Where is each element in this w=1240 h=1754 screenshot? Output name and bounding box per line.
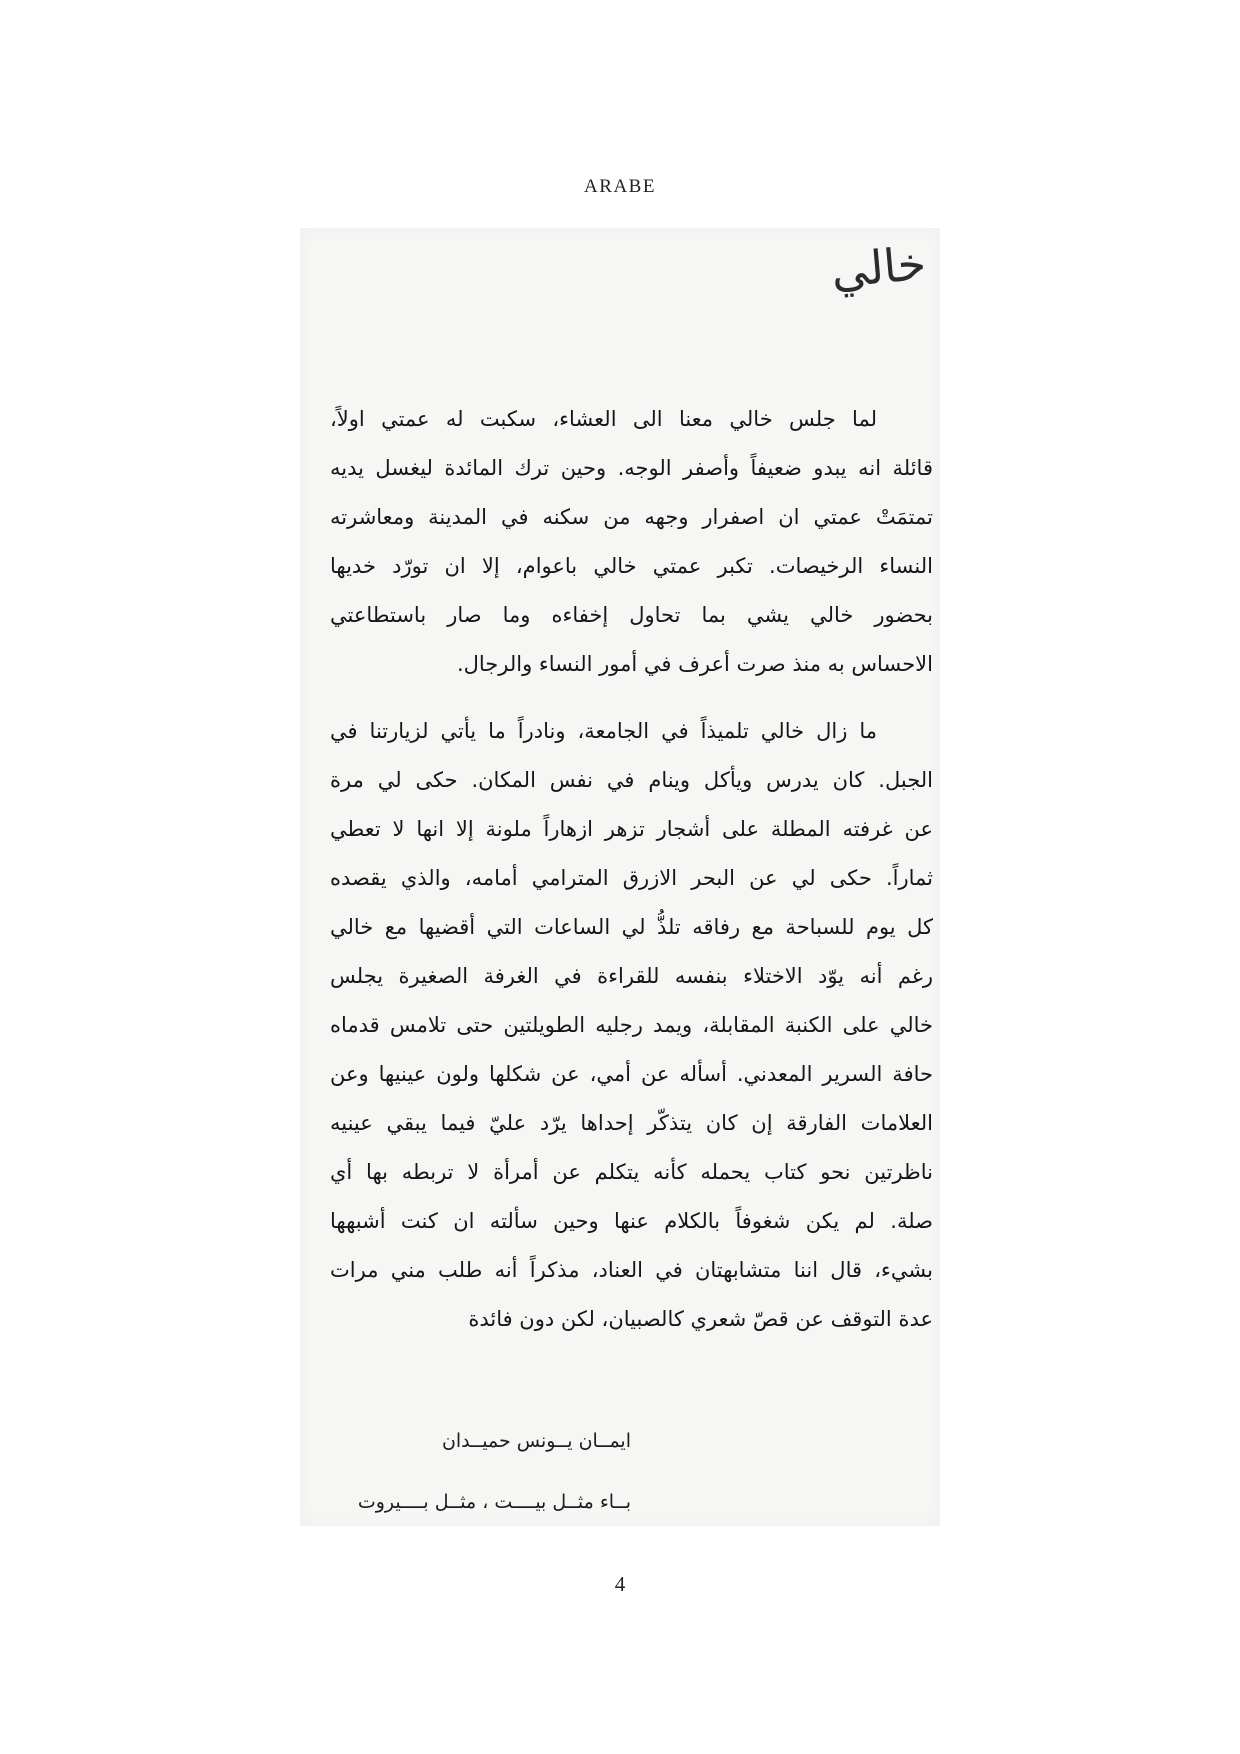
text-line: تمتمَتْ عمتي ان اصفرار وجهه من سكنه في المدينة ومعاشرته xyxy=(330,505,933,529)
text-line: لما جلس خالي معنا الى العشاء، سكبت له عمتي اولاً، xyxy=(330,407,877,431)
text-line: بشيء، قال اننا متشابهتان في العناد، مذكراً أنه طلب مني مرات xyxy=(330,1258,933,1282)
scanned-page-image xyxy=(300,228,940,1526)
story-text xyxy=(330,395,933,1344)
text-line: قائلة انه يبدو ضعيفاً وأصفر الوجه. وحين ترك المائدة ليغسل يديه xyxy=(330,456,933,480)
text-line: صلة. لم يكن شغوفاً بالكلام عنها وحين سألته ان كنت أشبهها xyxy=(330,1209,933,1233)
author-name: ايمــان يــونس حميــدان xyxy=(441,1430,631,1452)
text-line: ثماراً. حكى لي عن البحر الازرق المترامي أمامه، والذي يقصده xyxy=(330,866,933,890)
page-number: 4 xyxy=(614,1572,626,1596)
text-line: ما زال خالي تلميذاً في الجامعة، ونادراً ما يأتي لزيارتنا في xyxy=(330,719,877,743)
text-line: حافة السرير المعدني. أسأله عن أمي، عن شكلها ولون عينيها وعن xyxy=(330,1062,933,1086)
text-line: العلامات الفارقة إن كان يتذكّر إحداها يرّد عليّ فيما يبقي عينيه xyxy=(330,1111,933,1135)
handwritten-title: خالي xyxy=(829,236,929,299)
paragraph xyxy=(330,707,933,1344)
text-line: عدة التوقف عن قصّ شعري كالصبيان، لكن دون فائدة xyxy=(468,1307,933,1331)
text-line: رغم أنه يوّد الاختلاء بنفسه للقراءة في الغرفة الصغيرة يجلس xyxy=(330,964,933,988)
text-line: الاحساس به منذ صرت أعرف في أمور النساء والرجال. xyxy=(456,652,933,676)
text-line: النساء الرخيصات. تكبر عمتي خالي باعوام، إلا ان تورّد خديها xyxy=(330,554,933,578)
text-line: عن غرفته المطلة على أشجار تزهر ازهاراً ملونة إلا انها لا تعطي xyxy=(330,817,933,841)
text-line: بحضور خالي يشي بما تحاول إخفاءه وما صار باستطاعتي xyxy=(330,603,933,627)
text-line: ناظرتين نحو كتاب يحمله كأنه يتكلم عن أمرأة لا تربطه بها أي xyxy=(330,1160,933,1184)
paragraph xyxy=(330,395,933,689)
text-line: كل يوم للسباحة مع رفاقه تلذُّ لي الساعات التي أقضيها مع خالي xyxy=(330,915,933,939)
book-title: بــاء مثــل بيــــت ، مثــل بــــيروت xyxy=(357,1491,631,1513)
text-line: خالي على الكنبة المقابلة، ويمد رجليه الطويلتين حتى تلامس قدماه xyxy=(330,1013,933,1037)
running-title: ARABE xyxy=(584,176,656,197)
text-line: الجبل. كان يدرس ويأكل وينام في نفس المكان. حكى لي مرة xyxy=(330,768,933,792)
